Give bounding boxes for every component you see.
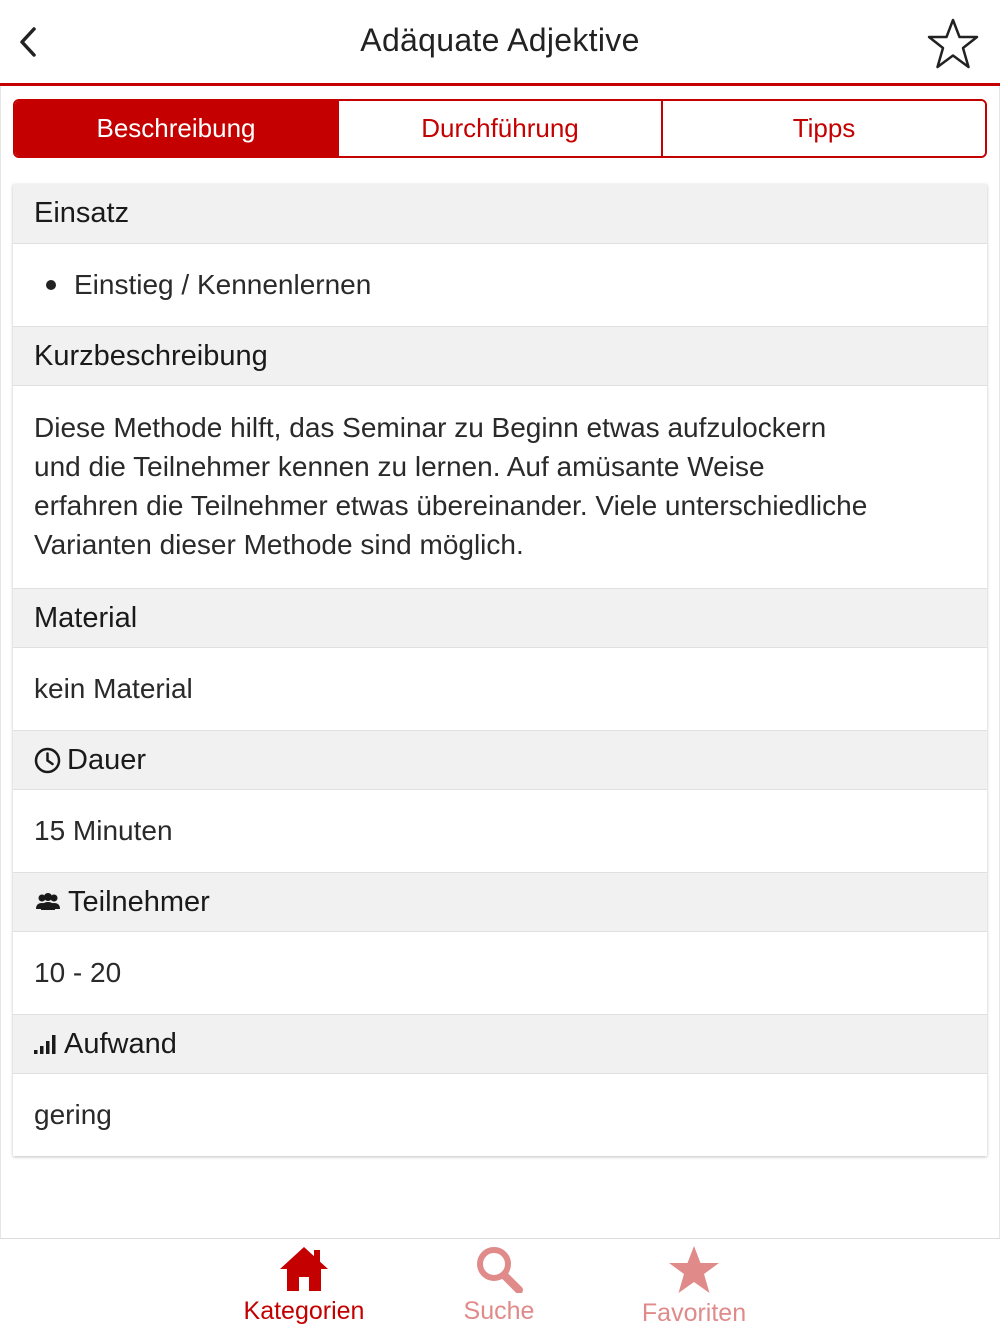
section-header-kurzbeschreibung xyxy=(13,326,987,386)
tab-durchfuehrung[interactable]: Durchführung xyxy=(337,101,661,156)
bottom-tab-kategorien[interactable] xyxy=(214,1245,394,1333)
description-line: Varianten dieser Methode sind möglich. xyxy=(34,529,524,560)
chevron-left-icon xyxy=(17,25,39,59)
details-card xyxy=(13,184,987,1156)
left-edge xyxy=(0,86,1,1238)
section-header-material xyxy=(13,588,987,648)
signal-bars-icon xyxy=(34,1034,58,1054)
group-icon xyxy=(34,892,62,912)
description-line: erfahren die Teilnehmer etwas übereinander. Viele unterschiedliche xyxy=(34,490,868,521)
section-title: Kurzbeschreibung xyxy=(34,339,268,372)
home-icon xyxy=(279,1245,329,1293)
aufwand-value: gering xyxy=(34,1099,112,1130)
tab-tipps[interactable]: Tipps xyxy=(661,101,985,156)
bottom-tab-suche[interactable] xyxy=(409,1245,589,1333)
section-header-teilnehmer xyxy=(13,872,987,932)
section-title: Material xyxy=(34,601,138,634)
bullet-icon xyxy=(46,280,56,290)
section-header-einsatz xyxy=(13,184,987,244)
section-header-dauer xyxy=(13,730,987,790)
bottom-tab-label: Kategorien xyxy=(243,1297,365,1325)
material-value: kein Material xyxy=(34,673,193,704)
section-title: Einsatz xyxy=(34,197,130,229)
section-title: Dauer xyxy=(67,743,146,776)
dauer-value: 15 Minuten xyxy=(34,815,173,846)
list-item xyxy=(34,269,371,301)
section-body-aufwand xyxy=(13,1074,987,1156)
section-header-aufwand xyxy=(13,1014,987,1074)
favorite-toggle-button[interactable] xyxy=(922,14,984,74)
segmented-tabs xyxy=(13,99,987,158)
star-icon xyxy=(667,1245,721,1295)
section-body-kurzbeschreibung xyxy=(13,386,987,588)
bottom-tab-favoriten[interactable] xyxy=(604,1245,784,1333)
page-title: Adäquate Adjektive xyxy=(360,22,640,58)
search-icon xyxy=(474,1245,524,1293)
back-button[interactable] xyxy=(8,18,48,66)
description-line: und die Teilnehmer kennen zu lernen. Auf amüsante Weise xyxy=(34,451,765,482)
section-body-material xyxy=(13,648,987,730)
bottom-tab-label: Suche xyxy=(463,1297,535,1325)
list-item-label: Einstieg / Kennenlernen xyxy=(74,269,372,300)
tab-beschreibung[interactable]: Beschreibung xyxy=(15,101,337,156)
section-body-einsatz xyxy=(13,244,987,326)
section-title: Teilnehmer xyxy=(68,885,210,918)
clock-icon xyxy=(34,747,61,774)
bottom-tab-label: Favoriten xyxy=(641,1299,747,1327)
section-body-dauer xyxy=(13,790,987,872)
description-line: Diese Methode hilft, das Seminar zu Beginn etwas aufzulockern xyxy=(34,412,827,443)
section-title: Aufwand xyxy=(64,1027,177,1060)
teilnehmer-value: 10 - 20 xyxy=(34,957,122,988)
bottom-tab-bar xyxy=(0,1238,1000,1334)
navigation-bar xyxy=(0,0,1000,86)
section-body-teilnehmer xyxy=(13,932,987,1014)
star-outline-icon xyxy=(925,17,981,71)
